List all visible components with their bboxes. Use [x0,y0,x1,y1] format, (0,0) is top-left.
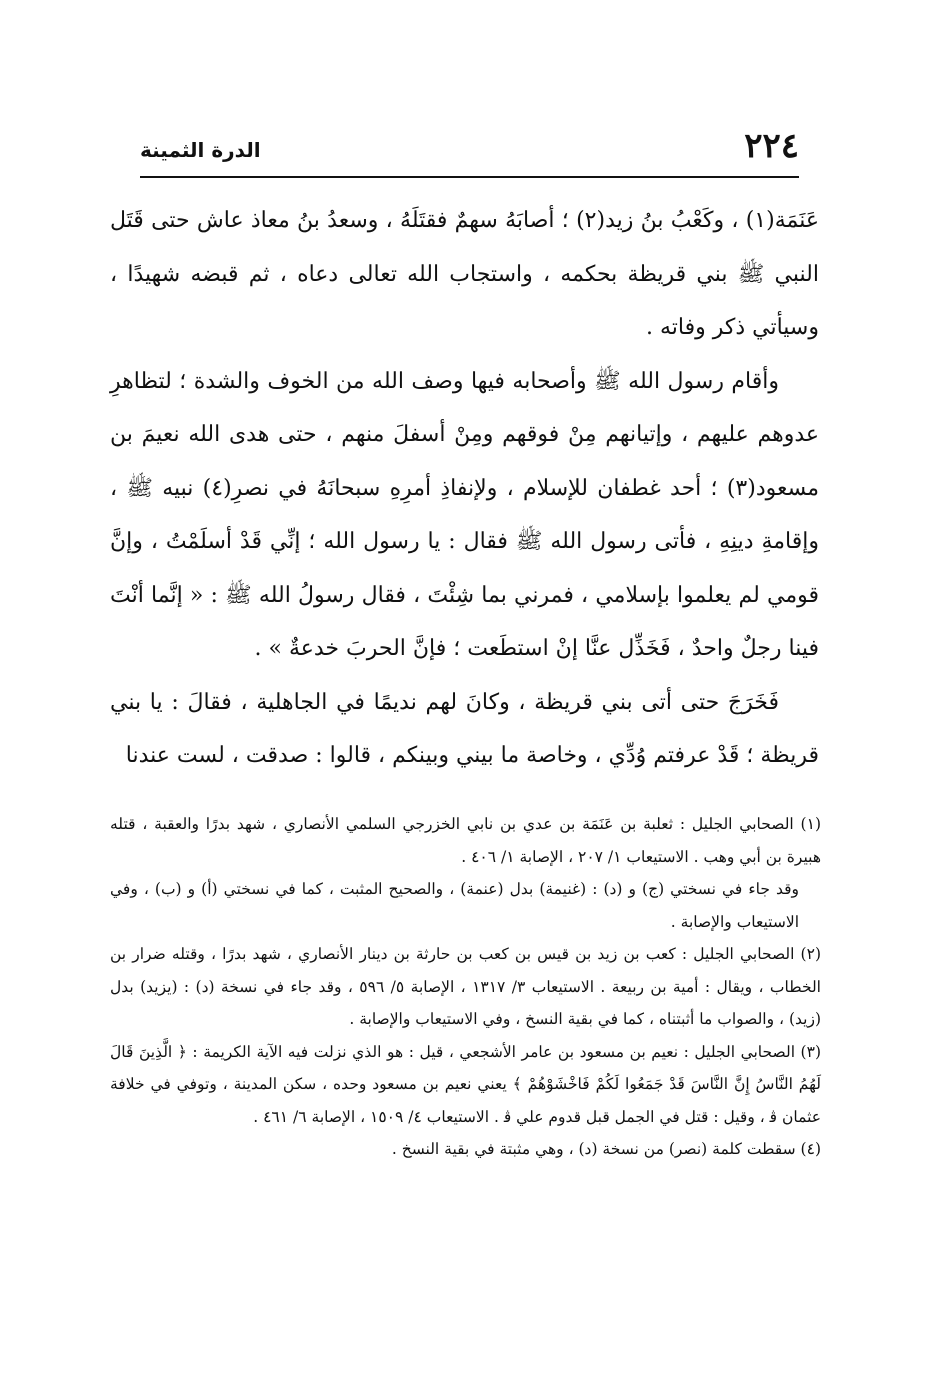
main-text [110,194,819,783]
paragraph: وأقام رسول الله ﷺ وأصحابه فيها وصف الله من الخوف والشدة ؛ لتظاهرِ عدوهم عليهم ، وإتيانهم مِنْ فوقهم ومِنْ أسفلَ منهم ، حتى هدى الله نعيمَ بن مسعود(٣) ؛ أحد غطفان للإسلام ، ولإنفاذِ أمرِهِ سبحانَهُ في نصرِ(٤) نبيه ﷺ ، وإقامةِ دينِهِ ، فأتى رسول الله ﷺ فقال : يا رسول الله ؛ إنِّي قَدْ أسلَمْتُ ، وإنَّ قومي لم يعلموا بإسلامي ، فمرني بما شِئْتَ ، فقال رسولُ الله ﷺ : « إنَّما أنْتَ فينا رجلٌ واحدٌ ، فَخَذِّل عنَّا إنْ استطَعت ؛ فإنَّ الحربَ خدعةٌ » . [110,368,820,661]
book-title: الدرة الثمينة [140,138,261,162]
footnote-note: وقد جاء في نسختي (ج) و (د) : (غنيمة) بدل (عنمة) ، والصحيح المثبت ، كما في نسختي (أ) و (ب) ، وفي الاستيعاب والإصابة . [110,880,799,931]
footnote: (٣) الصحابي الجليل : نعيم بن مسعود بن عامر الأشجعي ، قيل : هو الذي نزلت فيه الآية الكريمة : ﴿ الَّذِينَ قَالَ لَهُمُ النَّاسُ إِنَّ النَّاسَ قَدْ جَمَعُوا لَكُمْ فَاخْشَوْهُمْ ﴾ يعني نعيم بن مسعود وحده ، سكن المدينة ، وتوفي في خلافة عثمان ﭬ ، وقيل : قتل في الجمل قبل قدوم علي ﭬ . الاستيعاب ٤/ ١٥٠٩ ، الإصابة ٦/ ٤٦١ . [110,1042,821,1126]
page-number: ٢٢٤ [744,126,799,166]
page-header [140,118,799,178]
footnotes [110,808,821,1166]
footnote: (٤) سقطت كلمة (نصر) من نسخة (د) ، وهي مثبتة في بقية النسخ . [391,1140,821,1158]
footnote: (١) الصحابي الجليل : ثعلبة بن عَنَمَة بن عدي بن نابي الخزرجي السلمي الأنصاري ، شهد بدرًا والعقبة ، قتله هبيرة بن أبي وهب . الاستيعاب ١/ ٢٠٧ ، الإصابة ١/ ٤٠٦ . [110,815,821,866]
paragraph: فَخَرَجَ حتى أتى بني قريظة ، وكانَ لهم نديمًا في الجاهلية ، فقالَ : يا بني قريظة ؛ قَدْ عرفتم وُدِّي ، وخاصة ما بيني وبينكم ، قالوا : صدقت ، لست عندنا [110,689,819,768]
paragraph: عَنَمَة(١) ، وكَعْبُ بنُ زيد(٢) ؛ أصابَهُ سهمٌ فقتَلَهُ ، وسعدُ بنُ معاذ عاش حتى قَتَل النبي ﷺ بني قريظة بحكمه ، واستجاب الله تعالى دعاه ، ثم قبضه شهيدًا ، وسيأتي ذكر وفاته . [110,208,819,340]
footnote: (٢) الصحابي الجليل : كعب بن زيد بن قيس بن كعب بن حارثة بن دينار الأنصاري ، شهد بدرًا ، وقتله ضرار بن الخطاب ، ويقال : أمية بن ربيعة . الاستيعاب ٣/ ١٣١٧ ، الإصابة ٥/ ٥٩٦ ، وقد جاء في نسخة (د) : (يزيد) بدل (زيد) ، والصواب ما أثبتناه ، كما في بقية النسخ ، وفي الاستيعاب والإصابة . [110,945,821,1028]
